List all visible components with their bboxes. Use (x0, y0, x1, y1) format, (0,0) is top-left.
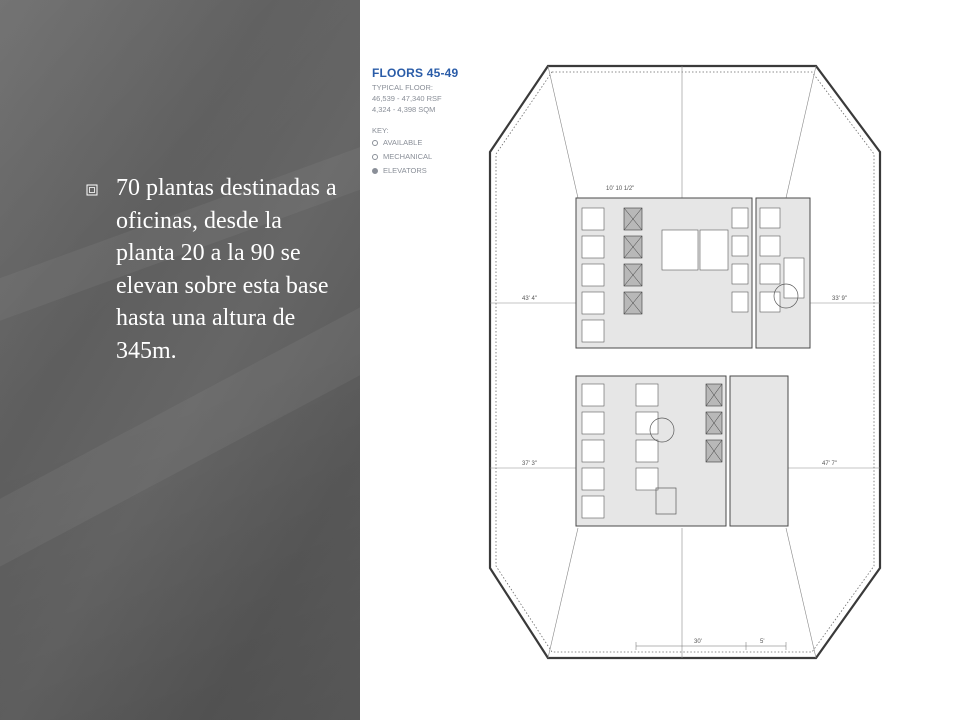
key-mechanical (372, 150, 492, 164)
dim-core-top: 10' 10 1/2" (606, 186, 635, 192)
rsf-range: 46,539 - 47,340 RSF (372, 94, 442, 103)
floor-plan-legend (372, 66, 492, 178)
dim-left-lower: 37' 3" (522, 461, 537, 467)
bullet-text: 70 plantas destinadas a oficinas, desde la planta 20 a la 90 se elevan sobre esta base hasta una altura de 345m. (116, 175, 337, 364)
key-available (372, 136, 492, 150)
dim-right-lower: 47' 7" (822, 461, 837, 467)
key-available-label: AVAILABLE (383, 138, 423, 147)
floor-plan-drawing (486, 58, 886, 666)
dim-right-mid: 33' 9" (832, 296, 847, 302)
mullion-line (496, 72, 874, 652)
dim-bottom-a: 30' (694, 639, 702, 645)
building-outline (490, 66, 880, 658)
key-mechanical-label: MECHANICAL (383, 152, 433, 161)
bullet-square-icon (86, 184, 98, 196)
key-label: KEY: (372, 126, 389, 135)
sqm-range: 4,324 - 4,398 SQM (372, 105, 436, 114)
typical-floor-label: TYPICAL FLOOR: (372, 83, 433, 92)
dim-bottom-b: 5' (760, 639, 765, 645)
dim-left-mid: 43' 4" (522, 296, 537, 302)
key-elevators (372, 164, 492, 178)
slide-dark-panel (0, 0, 360, 720)
floor-plan-title: FLOORS 45-49 (372, 66, 459, 80)
available-circle-icon (372, 140, 378, 146)
guide-lines (490, 66, 880, 658)
mechanical-circle-icon (372, 154, 378, 160)
key-elevators-label: ELEVATORS (383, 166, 427, 175)
elevators-dot-icon (372, 168, 378, 174)
